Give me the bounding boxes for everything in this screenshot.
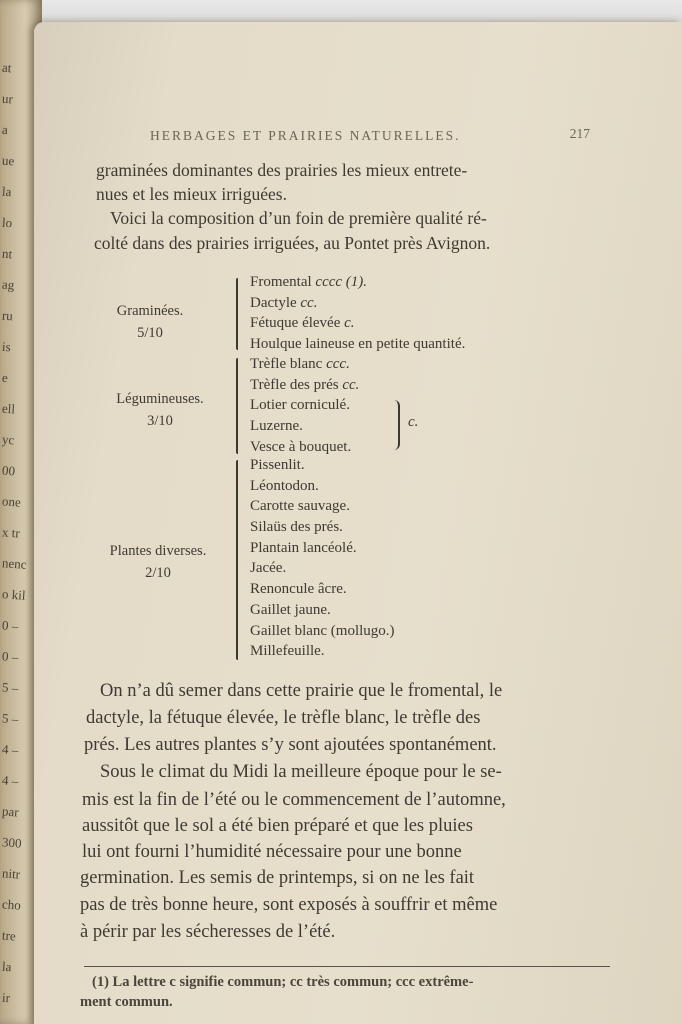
plant-item: [250, 354, 359, 375]
group-fraction: 2/10: [145, 565, 171, 581]
plant-name: Houlque laineuse en petite quantité.: [250, 336, 466, 353]
plant-item: [250, 293, 465, 314]
plant-name: Pissenlit.: [250, 457, 305, 473]
plant-list-graminees: [250, 272, 465, 355]
plant-name: Luzerne.: [250, 418, 303, 435]
group-name: Graminées.: [116, 303, 184, 319]
left-page-fragment: nitr: [1, 865, 21, 882]
plant-item: [250, 579, 395, 600]
paragraph-line: pas de très bonne heure, sont exposés à souffrir et même: [80, 895, 498, 915]
intro-line: colté dans des prairies irriguées, au Pontet près Avignon.: [94, 233, 491, 253]
left-page-fragment: e: [1, 369, 9, 386]
left-page-fragment: 00: [1, 462, 16, 479]
header-title: HERBAGES ET PRAIRIES NATURELLES.: [150, 128, 461, 143]
plant-item: [250, 538, 395, 559]
plant-name: Silaüs des prés.: [250, 519, 343, 536]
left-page-fragment: nenc: [1, 555, 28, 572]
paragraph-line: mis est la fin de l’été ou le commencement de l’automne,: [82, 790, 506, 810]
plant-item: [250, 455, 395, 476]
paragraph-line: Sous le climat du Midi la meilleure époque pour le se-: [100, 762, 502, 782]
left-page-fragment: 5 –: [1, 710, 19, 727]
plant-name: Vesce à bouquet.: [250, 438, 352, 455]
plant-name: Léontodon.: [250, 477, 319, 494]
brace: [236, 358, 238, 454]
group-label-plantes-diverses: [88, 540, 228, 584]
paragraph-line: prés. Les autres plantes s’y sont ajoutées spontanément.: [84, 735, 497, 755]
left-page-fragment: la: [1, 183, 12, 200]
left-page-fragment: yc: [1, 431, 15, 448]
left-page-fragment: 4 –: [1, 772, 19, 789]
paragraph-line: lui ont fourni l’humidité nécessaire pour une bonne: [82, 842, 462, 862]
frequency-mark: c.: [340, 315, 355, 332]
paragraph-line: dactyle, la fétuque élevée, le trèfle blanc, le trèfle des: [86, 708, 481, 728]
intro-line: Voici la composition d’un foin de première qualité ré-: [110, 208, 487, 228]
frequency-mark: cc.: [296, 294, 318, 311]
plant-item: [250, 496, 395, 517]
plant-item: [250, 600, 395, 621]
plant-name: Plantain lancéolé.: [250, 539, 357, 556]
footnote-rule: [84, 966, 610, 967]
left-page-fragment: is: [1, 338, 12, 355]
left-page-fragment: at: [1, 59, 12, 76]
plant-item: [250, 416, 359, 437]
left-page-fragment: par: [1, 803, 20, 820]
plant-name: Gaillet jaune.: [250, 601, 331, 618]
left-page-fragment: lo: [1, 214, 13, 231]
plant-item: [250, 313, 465, 334]
group-name: Légumineuses.: [116, 391, 204, 407]
left-page-fragment: one: [1, 493, 22, 510]
plant-item: [250, 476, 395, 497]
plant-name: Millefeuille.: [250, 643, 325, 660]
plant-item: [250, 621, 395, 642]
plant-item: [250, 558, 395, 579]
group-label-graminees: [80, 300, 220, 344]
intro-line: graminées dominantes des prairies les mieux entrete-: [96, 160, 468, 180]
brace: [236, 278, 238, 350]
left-page-fragment: ue: [1, 152, 15, 169]
brace: [392, 400, 400, 450]
group-label-legumineuses: [90, 388, 230, 432]
plant-item: [250, 334, 465, 355]
brace: [236, 460, 238, 660]
left-page-fragment: ur: [1, 90, 14, 107]
plant-name: Lotier corniculé.: [250, 397, 350, 414]
plant-item: [250, 641, 395, 662]
left-page-fragment: ru: [1, 307, 14, 324]
plant-name: Jacée.: [250, 560, 287, 577]
left-page-fragment: ag: [1, 276, 15, 293]
frequency-mark: cccc (1).: [311, 274, 368, 290]
plant-list-plantes-diverses: [250, 455, 395, 662]
left-page-fragment: a: [1, 121, 9, 138]
left-page-fragment: 0 –: [1, 648, 19, 665]
left-page-fragment: ir: [1, 989, 11, 1006]
footnote-line: ment commun.: [80, 994, 173, 1010]
intro-line: nues et les mieux irriguées.: [96, 184, 287, 204]
frequency-mark: ccc.: [322, 356, 350, 372]
paragraph-line: aussitôt que le sol a été bien préparé et que les pluies: [82, 816, 473, 836]
plant-name: Trèfle blanc: [250, 356, 323, 372]
group-name: Plantes diverses.: [109, 543, 207, 559]
left-page-fragment: 300: [1, 834, 23, 851]
footnote-line: (1) La lettre c signifie commun; cc très commun; ccc extrême-: [92, 974, 474, 990]
left-page-fragment: cho: [1, 896, 22, 913]
left-page-fragment: ell: [1, 400, 16, 417]
plant-name: Dactyle: [250, 294, 297, 311]
page-number: 217: [569, 126, 590, 141]
frequency-mark: cc.: [338, 376, 360, 393]
plant-name: Carotte sauvage.: [250, 498, 350, 515]
left-page-fragment: nt: [1, 245, 13, 262]
left-page-fragment: x tr: [1, 524, 21, 541]
paragraph-line: germination. Les semis de printemps, si on ne les fait: [80, 868, 475, 888]
plant-name: Fromental: [250, 274, 312, 290]
plant-item: [250, 272, 465, 293]
group-fraction: 5/10: [137, 325, 163, 341]
plant-name: Trèfle des prés: [250, 376, 339, 393]
left-page-fragment: la: [1, 958, 12, 975]
plant-name: Fétuque élevée: [250, 315, 341, 332]
left-page-fragment: 0 –: [1, 617, 19, 634]
paragraph-line: à périr par les sécheresses de l’été.: [80, 922, 336, 942]
left-page-fragment: tre: [1, 927, 17, 944]
left-page-fragment: 5 –: [1, 679, 19, 696]
sub-mark: c.: [408, 414, 419, 430]
plant-name: Renoncule âcre.: [250, 581, 347, 598]
left-page-fragment: o kil: [1, 586, 27, 603]
paragraph-line: On n’a dû semer dans cette prairie que le fromental, le: [100, 681, 503, 701]
plant-name: Gaillet blanc (mollugo.): [250, 622, 395, 639]
plant-item: [250, 375, 359, 396]
left-page-fragment: 4 –: [1, 741, 19, 758]
plant-list-legumineuses: [250, 354, 359, 457]
plant-item: [250, 395, 359, 416]
group-fraction: 3/10: [147, 413, 173, 429]
plant-item: [250, 517, 395, 538]
